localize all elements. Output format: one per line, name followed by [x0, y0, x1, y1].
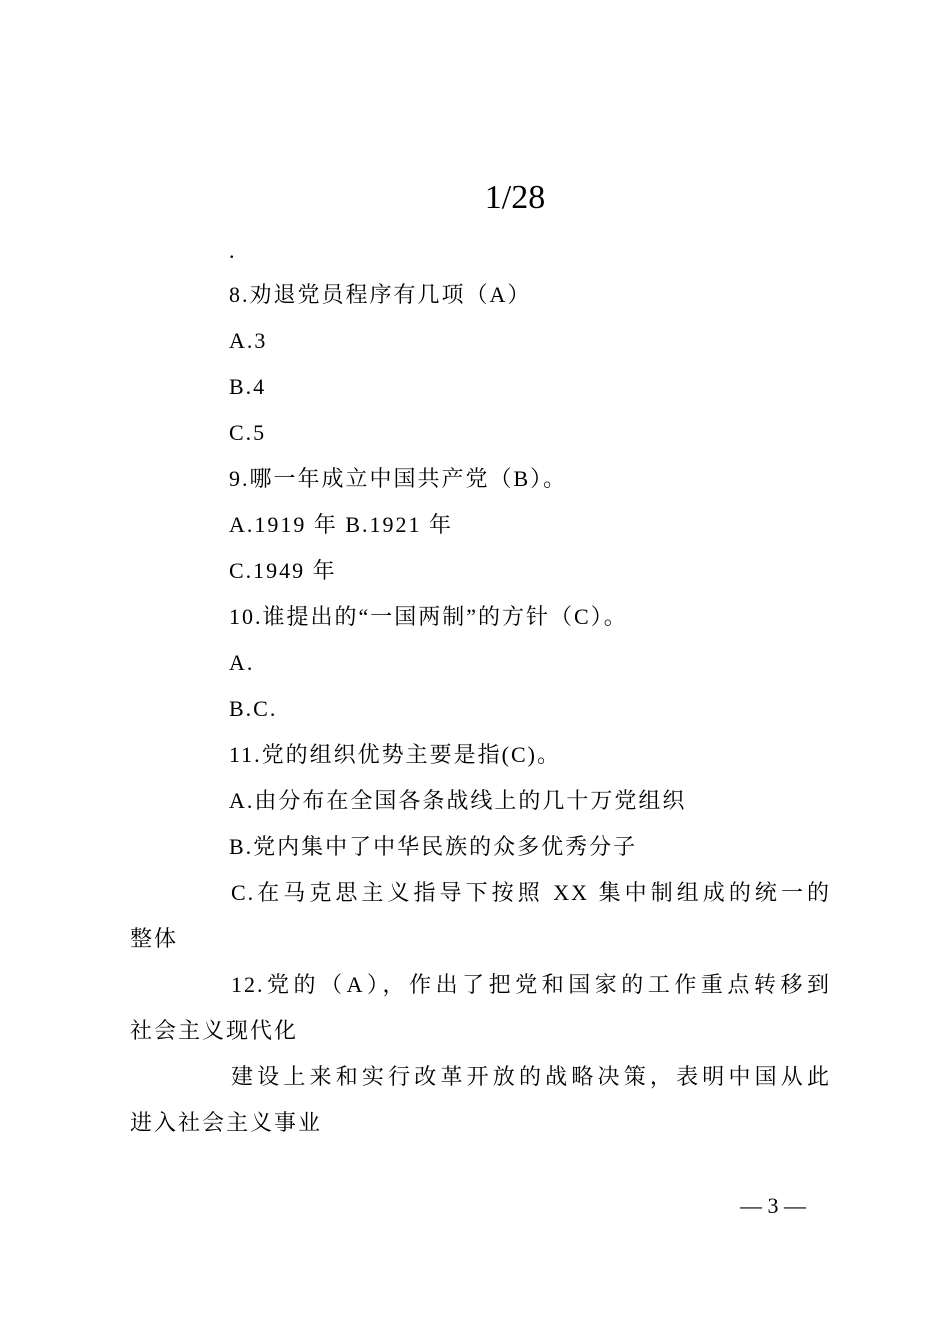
question-9: 9.哪一年成立中国共产党（B）。 — [229, 466, 568, 491]
q8-option-c: C.5 — [229, 420, 267, 445]
line-marker: . — [229, 238, 235, 263]
question-11: 11.党的组织优势主要是指(C)。 — [229, 742, 562, 767]
question-12-continued: 社会主义现代化 — [130, 1018, 299, 1043]
page-footer-number: — 3 — — [740, 1193, 806, 1218]
q11-option-b: B.党内集中了中华民族的众多优秀分子 — [229, 834, 638, 859]
q8-option-a: A.3 — [229, 328, 268, 353]
q9-options-ab: A.1919 年 B.1921 年 — [229, 512, 454, 537]
q11-option-a: A.由分布在全国各条战线上的几十万党组织 — [229, 788, 687, 813]
question-10: 10.谁提出的“一国两制”的方针（C）。 — [229, 604, 628, 629]
paragraph-line-continued: 进入社会主义事业 — [130, 1110, 323, 1135]
q10-options-bc: B.C. — [229, 696, 278, 721]
question-8: 8.劝退党员程序有几项（A） — [229, 282, 532, 307]
q8-option-b: B.4 — [229, 374, 267, 399]
q11-option-c: C.在马克思主义指导下按照 XX 集中制组成的统一的 — [231, 880, 831, 905]
page-header: 1/28 — [484, 179, 546, 216]
paragraph-line: 建设上来和实行改革开放的战略决策，表明中国从此 — [231, 1064, 831, 1089]
q10-option-a: A. — [229, 650, 255, 675]
question-12: 12.党的（A），作出了把党和国家的工作重点转移到 — [231, 972, 831, 997]
q11-option-c-continued: 整体 — [130, 926, 179, 951]
q9-option-c: C.1949 年 — [229, 558, 337, 583]
